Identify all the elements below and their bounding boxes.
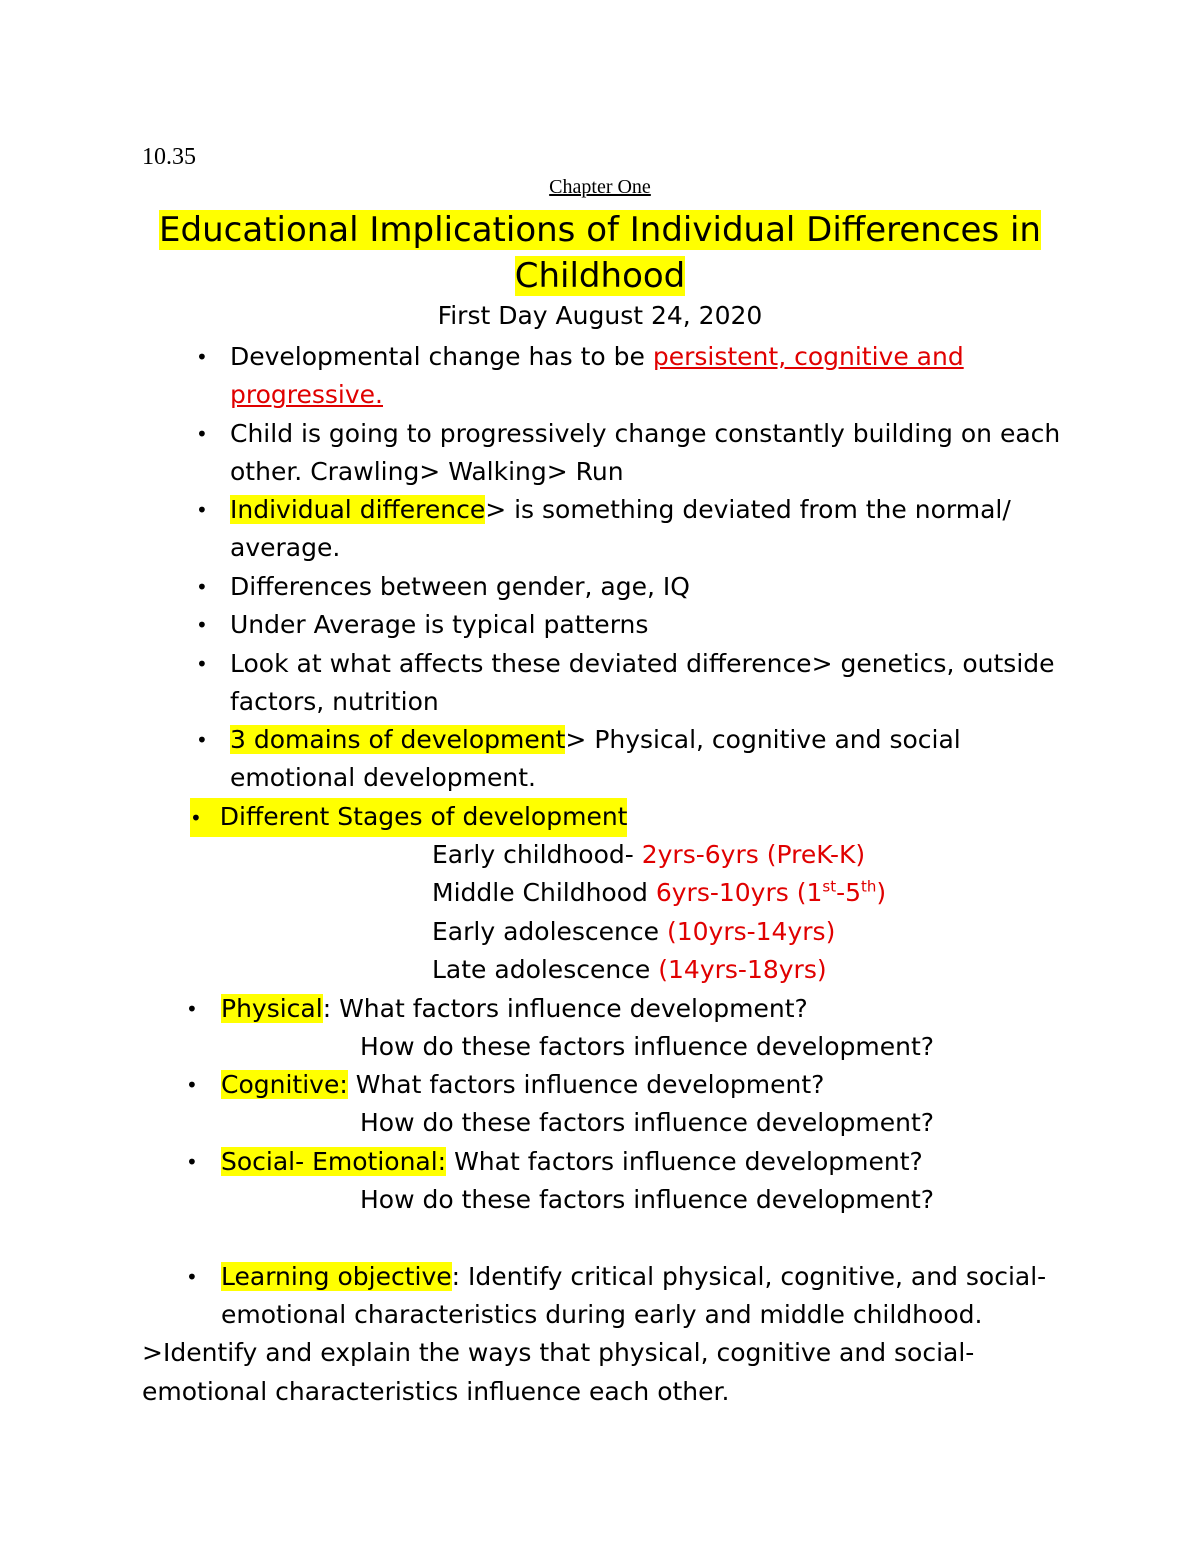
bullet-icon: • xyxy=(196,613,208,637)
social-text: What factors influence development? xyxy=(446,1147,923,1176)
bullet-icon: • xyxy=(186,997,198,1021)
closing-line-2: emotional characteristics influence each other. xyxy=(142,1377,730,1406)
bullet-icon: • xyxy=(186,1265,198,1289)
ordinal-suffix: st xyxy=(822,877,837,896)
stage-early-childhood xyxy=(432,836,865,874)
physical-text: : What factors influence development? xyxy=(322,994,808,1023)
bullet-8-line xyxy=(190,798,627,837)
bullet-icon: • xyxy=(196,345,208,369)
bullet-icon: • xyxy=(196,575,208,599)
chapter-heading: Chapter One xyxy=(549,176,651,198)
objective-text: : Identify critical physical, cognitive, and social- xyxy=(451,1262,1047,1291)
bullet-6-line-2: factors, nutrition xyxy=(230,687,439,716)
cognitive-line-2: How do these factors influence development? xyxy=(360,1108,935,1137)
bullet-5-line: Under Average is typical patterns xyxy=(230,610,649,639)
page-number: 10.35 xyxy=(142,144,196,170)
bullet-icon: • xyxy=(190,806,202,830)
stage-range xyxy=(656,878,886,907)
date-line: First Day August 24, 2020 xyxy=(437,301,763,330)
bullet-2-line-2: other. Crawling> Walking> Run xyxy=(230,457,624,486)
bullet-icon: • xyxy=(186,1150,198,1174)
ordinal-suffix: th xyxy=(861,877,877,896)
bullet-4-line: Differences between gender, age, IQ xyxy=(230,572,690,601)
title-line-2: Childhood xyxy=(514,256,686,296)
stage-range: (14yrs-18yrs) xyxy=(658,955,827,984)
bullet-icon: • xyxy=(196,652,208,676)
bullet-1-line-2: progressive. xyxy=(230,380,383,409)
title-line-1: Educational Implications of Individual Differences in xyxy=(159,210,1041,250)
bullet-3-text: > is something deviated from the normal/ xyxy=(485,495,1011,524)
stage-range-part: 6yrs-10yrs (1 xyxy=(655,878,823,907)
objective-line-2: emotional characteristics during early and middle childhood. xyxy=(221,1300,983,1329)
stage-label: Middle Childhood xyxy=(432,878,656,907)
bullet-3-highlight: Individual difference xyxy=(230,495,486,524)
bullet-icon: • xyxy=(196,728,208,752)
bullet-icon: • xyxy=(196,422,208,446)
bullet-icon: • xyxy=(186,1073,198,1097)
social-line-2: How do these factors influence development? xyxy=(360,1185,935,1214)
stage-range: 2yrs-6yrs (PreK-K) xyxy=(641,840,866,869)
stage-early-adolescence xyxy=(432,913,835,951)
bullet-7-highlight: 3 domains of development xyxy=(230,725,566,754)
social-line-1 xyxy=(221,1143,923,1181)
bullet-7-line-1 xyxy=(230,721,961,759)
bullet-1-red-text: persistent, cognitive and xyxy=(652,342,964,371)
bullet-8-highlight: Different Stages of development xyxy=(219,802,628,831)
stage-label: Late adolescence xyxy=(432,955,659,984)
stage-range: (10yrs-14yrs) xyxy=(666,917,836,946)
stage-middle-childhood xyxy=(432,874,886,912)
bullet-2-line-1: Child is going to progressively change constantly building on each xyxy=(230,419,1061,448)
social-highlight: Social- Emotional: xyxy=(221,1147,447,1176)
stage-late-adolescence xyxy=(432,951,827,989)
objective-line-1 xyxy=(221,1258,1046,1296)
stage-label: Early childhood- xyxy=(432,840,642,869)
bullet-7-line-2: emotional development. xyxy=(230,763,536,792)
stage-label: Early adolescence xyxy=(432,917,667,946)
physical-line-2: How do these factors influence development? xyxy=(360,1032,935,1061)
bullet-1-text: Developmental change has to be xyxy=(230,342,653,371)
stage-range-part: -5 xyxy=(836,878,862,907)
cognitive-highlight: Cognitive: xyxy=(221,1070,348,1099)
bullet-3-line-2: average. xyxy=(230,533,341,562)
bullet-1-line-1 xyxy=(230,338,964,376)
cognitive-line-1 xyxy=(221,1066,824,1104)
bullet-6-line-1: Look at what affects these deviated difference> genetics, outside xyxy=(230,649,1055,678)
bullet-7-text: > Physical, cognitive and social xyxy=(565,725,961,754)
objective-highlight: Learning objective xyxy=(221,1262,452,1291)
cognitive-text: What factors influence development? xyxy=(347,1070,825,1099)
physical-highlight: Physical xyxy=(221,994,323,1023)
bullet-3-line-1 xyxy=(230,491,1011,529)
stage-range-part: ) xyxy=(876,878,887,907)
physical-line-1 xyxy=(221,990,808,1028)
document-title xyxy=(0,207,1200,299)
closing-line-1: >Identify and explain the ways that physical, cognitive and social- xyxy=(142,1338,975,1367)
bullet-icon: • xyxy=(196,498,208,522)
